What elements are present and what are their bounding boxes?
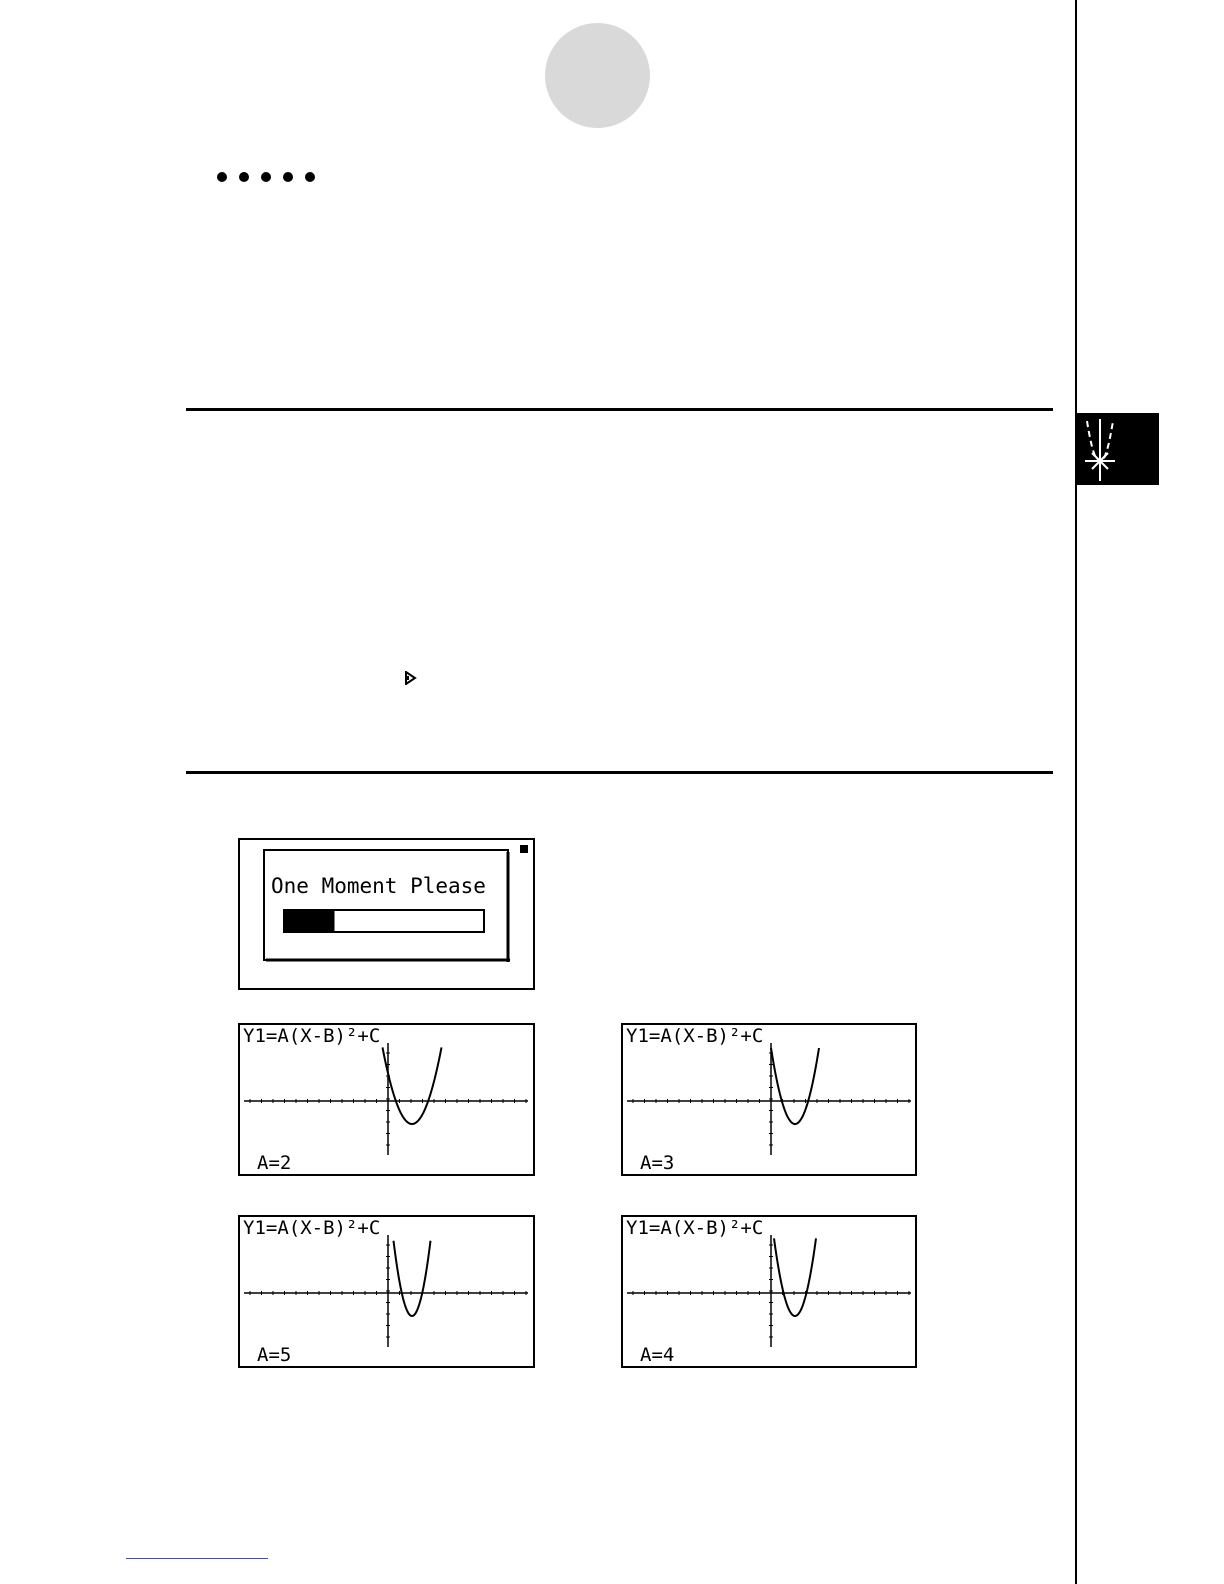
parabola-curve (771, 1048, 819, 1124)
section-rule-top (186, 408, 1053, 411)
graph-param-label: A=4 (640, 1344, 675, 1366)
chapter-tab[interactable] (1077, 413, 1159, 485)
graph-equation: Y1=A(X-B)²+C (243, 1025, 381, 1047)
graph-screen-a2 (238, 1023, 535, 1176)
section-rule-bottom (186, 771, 1053, 774)
graph-param-label: A=5 (257, 1344, 292, 1366)
busy-indicator-icon (520, 845, 528, 853)
parabola-curve (774, 1238, 816, 1316)
graph-screen-a3 (621, 1023, 917, 1176)
progress-bar-fill (285, 911, 335, 931)
dialog-box (264, 850, 508, 960)
graph-equation: Y1=A(X-B)²+C (626, 1025, 764, 1047)
graph-equation: Y1=A(X-B)²+C (243, 1217, 381, 1239)
parabola-curve (383, 1047, 442, 1124)
graph-equation: Y1=A(X-B)²+C (626, 1217, 764, 1239)
graph-screen-a5 (238, 1215, 535, 1368)
footer-link-underline[interactable] (126, 1558, 268, 1559)
graph-screen-a4 (621, 1215, 917, 1368)
dialog-screen (238, 838, 535, 990)
parabola-curve (394, 1241, 431, 1316)
parabola-graph-icon (1077, 413, 1159, 485)
margin-line (1075, 0, 1077, 1584)
five-dots-icon (214, 168, 318, 186)
right-triangle-icon (405, 671, 417, 685)
graph-param-label: A=2 (257, 1152, 292, 1174)
circle-marker-icon (545, 23, 650, 128)
dialog-message: One Moment Please (271, 874, 486, 898)
graph-param-label: A=3 (640, 1152, 675, 1174)
